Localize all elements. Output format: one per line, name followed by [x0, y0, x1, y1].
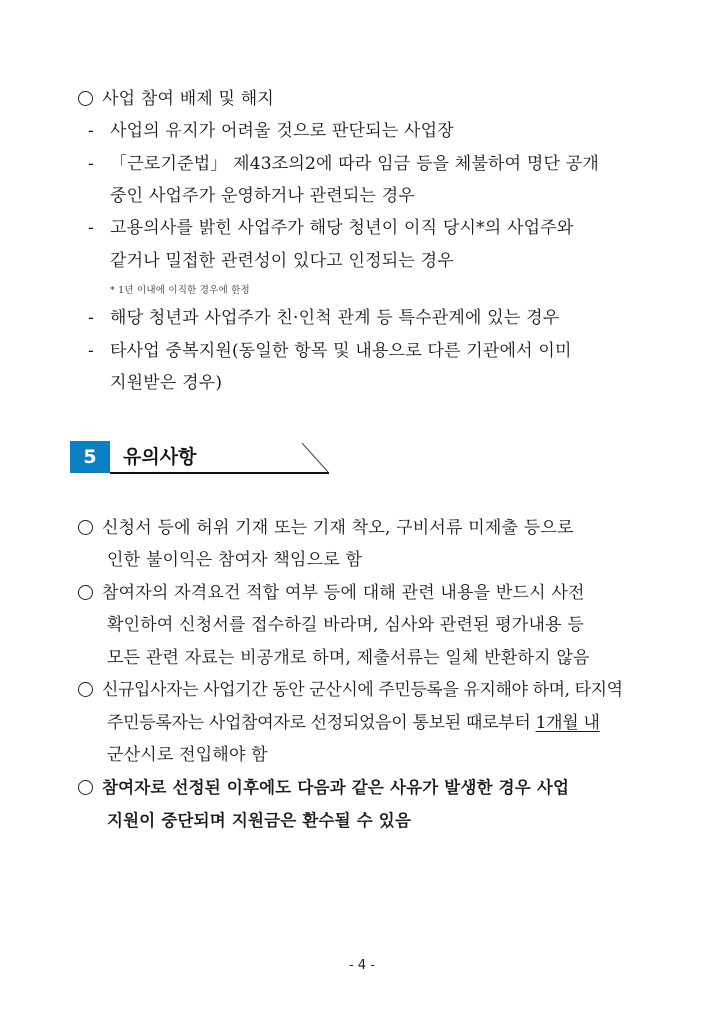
exclusion-item-2-cont	[110, 185, 415, 207]
dash-bullet: -	[88, 121, 94, 141]
section-number-badge: 5	[70, 441, 110, 473]
dash-bullet: -	[88, 341, 94, 361]
exclusion-item-2	[88, 153, 599, 175]
exclusion-item-1	[88, 120, 454, 142]
notice-item-2	[78, 582, 585, 604]
notice-item-1-cont	[107, 549, 362, 571]
dash-bullet: -	[88, 154, 94, 174]
notice-item-text: 지원이 중단되며 지원금은 환수될 수 있음	[107, 811, 412, 830]
dash-bullet: -	[88, 308, 94, 328]
notice-item-text: 군산시로 전입해야 함	[107, 745, 268, 765]
exclusion-item-text: 같거나 밀접한 관련성이 있다고 인정되는 경우	[110, 251, 454, 271]
exclusion-item-5	[88, 340, 572, 362]
notice-item-3-cont2	[107, 744, 268, 766]
page-number: - 4 -	[349, 958, 375, 973]
exclusion-item-text: 「근로기준법」 제43조의2에 따라 임금 등을 체불하여 명단 공개	[110, 154, 599, 174]
exclusion-heading-text: 사업 참여 배제 및 해지	[102, 89, 275, 109]
section-5-header	[70, 441, 330, 475]
notice-item-2-cont2	[107, 647, 590, 669]
circle-bullet-icon	[78, 780, 93, 795]
section-underline	[110, 472, 329, 474]
notice-item-text: 신규입사자는 사업기간 동안 군산시에 주민등록을 유지해야 하며, 타지역	[102, 680, 623, 700]
exclusion-item-3-cont	[110, 250, 454, 272]
underlined-deadline: 1개월 내	[535, 713, 600, 733]
exclusion-item-text: 고용의사를 밝힌 사업주가 해당 청년이 이직 당시*의 사업주와	[110, 218, 574, 238]
notice-item-4	[78, 777, 569, 799]
diagonal-decoration-icon	[300, 441, 332, 475]
notice-item-3	[78, 679, 623, 701]
notice-item-text: 인한 불이익은 참여자 책임으로 함	[107, 550, 363, 570]
circle-bullet-icon	[78, 682, 93, 697]
notice-item-text: 신청서 등에 허위 기재 또는 기재 착오, 구비서류 미제출 등으로	[102, 518, 574, 538]
notice-item-text: 주민등록자는 사업참여자로 선정되었음이 통보된 때로부터	[107, 713, 536, 733]
dash-bullet: -	[88, 218, 94, 238]
notice-item-3-cont1	[107, 712, 600, 734]
circle-bullet-icon	[78, 91, 93, 106]
footnote-text: * 1년 이내에 이직한 경우에 한정	[110, 285, 250, 296]
exclusion-item-text: 타사업 중복지원(동일한 항목 및 내용으로 다른 기관에서 이미	[110, 341, 572, 361]
exclusion-footnote	[110, 285, 250, 297]
notice-item-text: 참여자의 자격요건 적합 여부 등에 대해 관련 내용을 반드시 사전	[102, 583, 585, 603]
exclusion-item-text: 중인 사업주가 운영하거나 관련되는 경우	[110, 186, 415, 206]
exclusion-item-4	[88, 307, 559, 329]
exclusion-item-text: 해당 청년과 사업주가 친·인척 관계 등 특수관계에 있는 경우	[110, 308, 560, 328]
notice-item-2-cont1	[107, 614, 584, 636]
circle-bullet-icon	[78, 585, 93, 600]
notice-item-text: 참여자로 선정된 이후에도 다음과 같은 사유가 발생한 경우 사업	[102, 778, 570, 797]
exclusion-item-text: 사업의 유지가 어려울 것으로 판단되는 사업장	[110, 121, 454, 141]
exclusion-item-5-cont	[110, 372, 222, 394]
notice-item-1	[78, 517, 574, 539]
notice-item-text: 확인하여 신청서를 접수하길 바라며, 심사와 관련된 평가내용 등	[107, 615, 585, 635]
notice-item-4-cont	[107, 810, 411, 832]
circle-bullet-icon	[78, 520, 93, 535]
exclusion-heading	[78, 88, 274, 110]
section-title: 유의사항	[123, 446, 197, 468]
exclusion-item-3	[88, 217, 573, 239]
notice-item-text: 모든 관련 자료는 비공개로 하며, 제출서류는 일체 반환하지 않음	[107, 648, 590, 668]
exclusion-item-text: 지원받은 경우)	[110, 373, 223, 393]
